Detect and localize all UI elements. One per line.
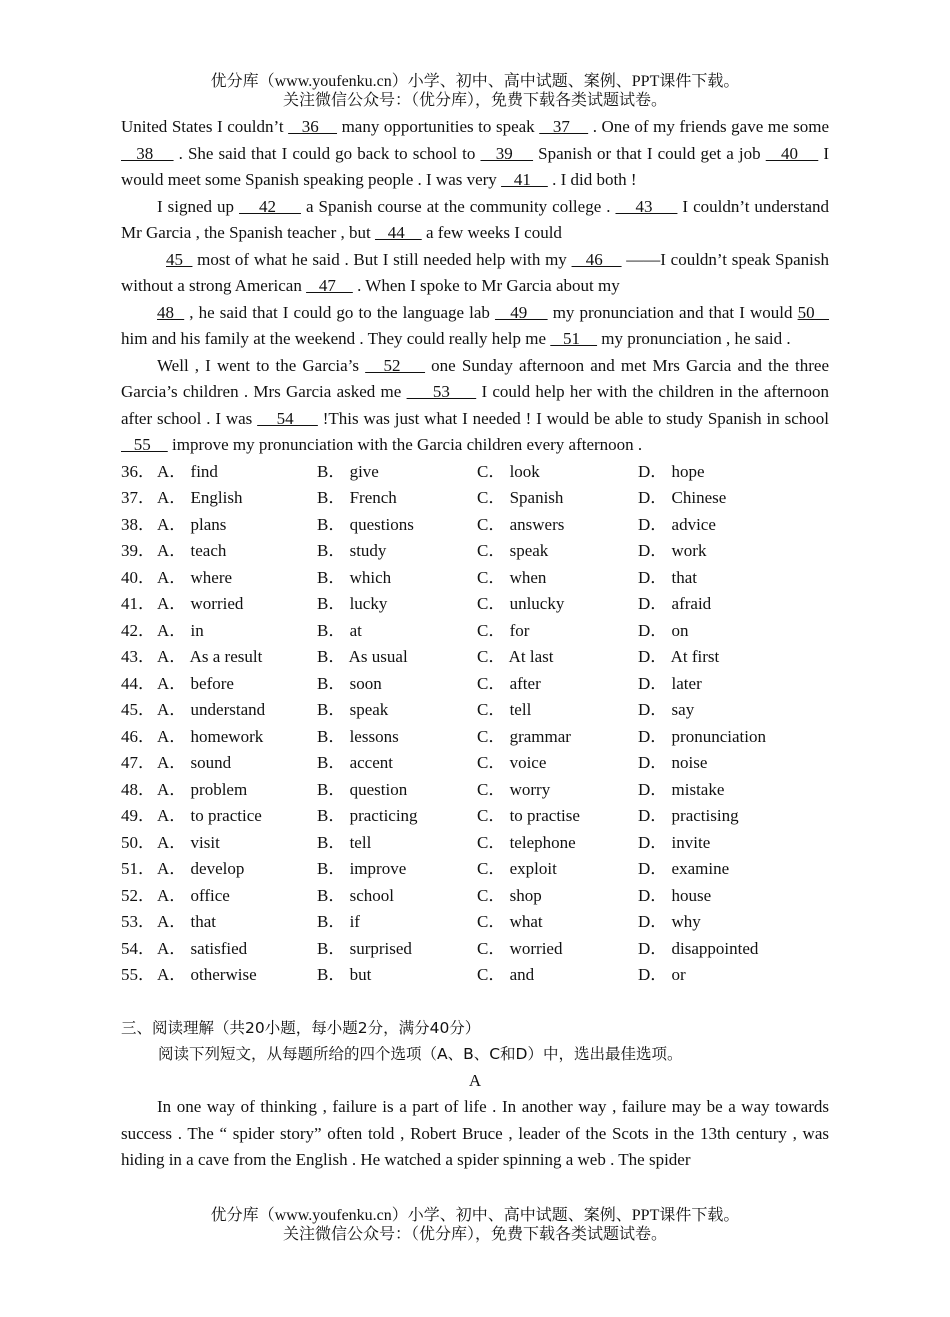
text: ——I couldn’t speak Spanish without a strong American (121, 249, 829, 295)
text: most of what he said . But I still needed help with my (192, 249, 572, 269)
option-d: D． advice (638, 514, 716, 534)
text: him and his family at the weekend . They could really help me (121, 329, 551, 348)
passage-paragraph-4 (121, 300, 829, 353)
blank-55: 55 (121, 435, 168, 454)
question-number: 46． (121, 726, 155, 746)
blank-54: 54 (257, 408, 318, 428)
option-c: C． worried (477, 938, 563, 958)
text: my pronunciation and that I would (547, 302, 798, 322)
options-list (121, 459, 829, 989)
option-row (121, 936, 829, 963)
option-b: B． lessons (317, 726, 399, 746)
option-row (121, 724, 829, 751)
option-c: C． look (477, 461, 540, 481)
option-c: C． after (477, 673, 541, 693)
option-b: B． give (317, 461, 379, 481)
text: United States I couldn’t (121, 117, 289, 136)
option-d: D． disappointed (638, 938, 759, 958)
header-line-2: 关注微信公众号：（优分库），免费下载各类试题试卷。 (282, 92, 667, 109)
question-number: 51． (121, 859, 155, 878)
section-3-title: 三、阅读理解（共20小题，每小题2分，满分40分） (121, 1018, 481, 1037)
option-b: B． school (317, 885, 394, 905)
option-row (121, 777, 829, 804)
option-b: B． As usual (317, 647, 408, 666)
passage-label: A (468, 1070, 482, 1090)
blank-52: 52 (365, 355, 426, 375)
option-d: D． or (638, 965, 686, 984)
option-d: D． pronunciation (638, 726, 766, 746)
reading-passage-a: In one way of thinking , failure is a part of life . In another way , failure may be a way towards success . The “ spider story” often told , Robert Bruce , leader of the Scots in the 13th century , was hiding in a cave from the English . He watched a spider spinning a web . The spider (121, 1097, 829, 1169)
text: Well , I went to the Garcia’s (157, 355, 366, 375)
option-d: D． mistake (638, 779, 725, 799)
option-a: A． in (157, 620, 204, 640)
blank-45: 45 (166, 249, 193, 269)
option-row (121, 459, 829, 486)
option-a: A． English (157, 488, 243, 507)
blank-47: 47 (306, 276, 353, 295)
option-a: A． before (157, 673, 234, 693)
text: I could help her with the children in the afternoon after school . I was (121, 382, 830, 428)
question-number: 36． (121, 461, 155, 481)
option-c: C． to practise (477, 806, 580, 825)
option-a: A． develop (157, 859, 245, 878)
option-c: C． answers (477, 514, 565, 534)
option-c: C． when (477, 567, 547, 587)
text: a few weeks I could (421, 223, 562, 242)
option-row (121, 618, 829, 645)
option-b: B． French (317, 488, 397, 507)
question-number: 38． (121, 514, 155, 534)
option-d: D． invite (638, 832, 711, 852)
section-3-instruction: 阅读下列短文，从每题所给的四个选项（A、B、C和D）中，选出最佳选项。 (158, 1045, 683, 1063)
option-b: B． accent (317, 753, 393, 772)
question-number: 54． (121, 938, 155, 958)
option-a: A． homework (157, 726, 264, 746)
option-c: C． voice (477, 753, 547, 772)
passage-paragraph-3 (121, 247, 829, 300)
option-row (121, 883, 829, 910)
question-number: 43． (121, 647, 155, 666)
question-number: 39． (121, 541, 155, 560)
option-a: A． As a result (157, 647, 263, 666)
option-b: B． soon (317, 673, 382, 693)
blank-46: 46 (571, 249, 622, 269)
question-number: 37． (121, 488, 155, 507)
option-a: A． office (157, 885, 230, 905)
option-a: A． teach (157, 541, 227, 560)
blank-48: 48 (157, 302, 185, 322)
option-d: D． on (638, 620, 689, 640)
option-row (121, 803, 829, 830)
text: many opportunities to speak (337, 117, 540, 136)
option-d: D． examine (638, 859, 730, 878)
option-a: A． that (157, 912, 217, 931)
blank-36: 36 (288, 117, 338, 136)
text: , he said that I could go to the language lab (184, 302, 495, 322)
text: . I did both ! (547, 170, 637, 189)
blank-49: 49 (494, 302, 548, 322)
blank-42: 42 (239, 196, 301, 216)
option-c: C． grammar (477, 726, 571, 746)
question-number: 49． (121, 806, 155, 825)
option-a: A． where (157, 567, 233, 587)
option-a: A． worried (157, 594, 244, 613)
option-row (121, 856, 829, 883)
text: my pronunciation , he said . (597, 329, 791, 348)
option-b: B． tell (317, 832, 372, 852)
question-number: 41． (121, 594, 155, 613)
question-number: 53． (121, 912, 155, 931)
option-a: A． sound (157, 753, 232, 772)
question-number: 48． (121, 779, 155, 799)
option-row (121, 512, 829, 539)
option-row (121, 830, 829, 857)
option-b: B． at (317, 620, 362, 640)
option-c: C． what (477, 912, 543, 931)
option-c: C． exploit (477, 859, 557, 878)
option-b: B． lucky (317, 594, 388, 613)
option-row (121, 962, 829, 989)
option-row (121, 591, 829, 618)
passage-paragraph-2 (121, 194, 829, 247)
option-c: C． shop (477, 885, 542, 905)
option-row (121, 909, 829, 936)
option-a: A． visit (157, 832, 220, 852)
blank-50: 50 (797, 302, 830, 322)
text: . When I spoke to Mr Garcia about my (352, 276, 620, 295)
option-d: D． Chinese (638, 488, 727, 507)
question-number: 52． (121, 885, 155, 905)
footer-line-1: 优分库（www.youfenku.cn）小学、初中、高中试题、案例、PPT课件下载。 (210, 1207, 740, 1224)
option-row (121, 485, 829, 512)
option-d: D． house (638, 885, 712, 905)
header-line-1: 优分库（www.youfenku.cn）小学、初中、高中试题、案例、PPT课件下载。 (210, 73, 740, 90)
option-b: B． surprised (317, 938, 412, 958)
option-b: B． questions (317, 514, 414, 534)
question-number: 55． (121, 965, 155, 984)
option-b: B． improve (317, 859, 407, 878)
text: I would meet some Spanish speaking people . I was very (121, 143, 830, 189)
option-row (121, 538, 829, 565)
option-d: D． say (638, 700, 695, 719)
footer-line-2: 关注微信公众号：（优分库），免费下载各类试题试卷。 (282, 1226, 667, 1243)
option-d: D． afraid (638, 594, 712, 613)
option-c: C． tell (477, 700, 532, 719)
option-d: D． practising (638, 806, 739, 825)
blank-38: 38 (121, 143, 174, 163)
question-number: 40． (121, 567, 155, 587)
option-c: C． At last (477, 647, 554, 666)
blank-53: 53 (406, 382, 477, 401)
option-b: B． question (317, 779, 408, 799)
option-b: B． speak (317, 700, 389, 719)
option-b: B． study (317, 541, 387, 560)
option-b: B． which (317, 567, 392, 587)
text: Spanish or that I could get a job (533, 143, 766, 163)
option-d: D． At first (638, 647, 720, 666)
text: I signed up (157, 196, 240, 216)
text: improve my pronunciation with the Garcia children every afternoon . (167, 435, 643, 454)
text: I couldn’t understand Mr Garcia , the Spanish teacher , but (121, 196, 830, 242)
blank-40: 40 (765, 143, 819, 163)
option-d: D． why (638, 912, 701, 931)
question-number: 45． (121, 700, 155, 719)
option-c: C． for (477, 620, 530, 640)
option-row (121, 565, 829, 592)
option-c: C． unlucky (477, 594, 565, 613)
option-d: D． hope (638, 461, 705, 481)
option-a: A． otherwise (157, 965, 257, 984)
question-number: 50． (121, 832, 155, 852)
option-a: A． understand (157, 700, 266, 719)
option-b: B． if (317, 912, 360, 931)
text: . One of my friends gave me some (588, 117, 830, 136)
question-number: 47． (121, 753, 155, 772)
passage-paragraph-5 (121, 353, 829, 459)
option-row (121, 697, 829, 724)
option-row (121, 644, 829, 671)
option-a: A． satisfied (157, 938, 248, 958)
option-d: D． noise (638, 753, 708, 772)
option-d: D． that (638, 567, 698, 587)
passage-paragraph-1 (121, 114, 829, 194)
option-c: C． and (477, 965, 535, 984)
option-d: D． later (638, 673, 702, 693)
option-c: C． speak (477, 541, 549, 560)
blank-39: 39 (480, 143, 534, 163)
option-a: A． to practice (157, 806, 262, 825)
text: !This was just what I needed ! I would be able to study Spanish in school (317, 408, 830, 428)
text: a Spanish course at the community college . (300, 196, 616, 216)
option-row (121, 750, 829, 777)
blank-41: 41 (501, 170, 548, 189)
page-header (0, 72, 950, 110)
option-a: A． find (157, 461, 218, 481)
blank-43: 43 (615, 196, 678, 216)
option-c: C． telephone (477, 832, 576, 852)
option-c: C． worry (477, 779, 551, 799)
page-footer (0, 1206, 950, 1244)
blank-44: 44 (374, 223, 422, 242)
text: one Sunday afternoon and met Mrs Garcia and the three Garcia’s children . Mrs Garcia asked me (121, 355, 830, 401)
page-content (121, 114, 829, 1174)
option-row (121, 671, 829, 698)
option-b: B． but (317, 965, 372, 984)
blank-37: 37 (539, 117, 589, 136)
option-a: A． plans (157, 514, 227, 534)
option-c: C． Spanish (477, 488, 564, 507)
question-number: 44． (121, 673, 155, 693)
text: . She said that I could go back to school to (173, 143, 481, 163)
option-b: B． practicing (317, 806, 418, 825)
option-d: D． work (638, 541, 707, 560)
blank-51: 51 (550, 329, 598, 348)
question-number: 42． (121, 620, 155, 640)
option-a: A． problem (157, 779, 248, 799)
